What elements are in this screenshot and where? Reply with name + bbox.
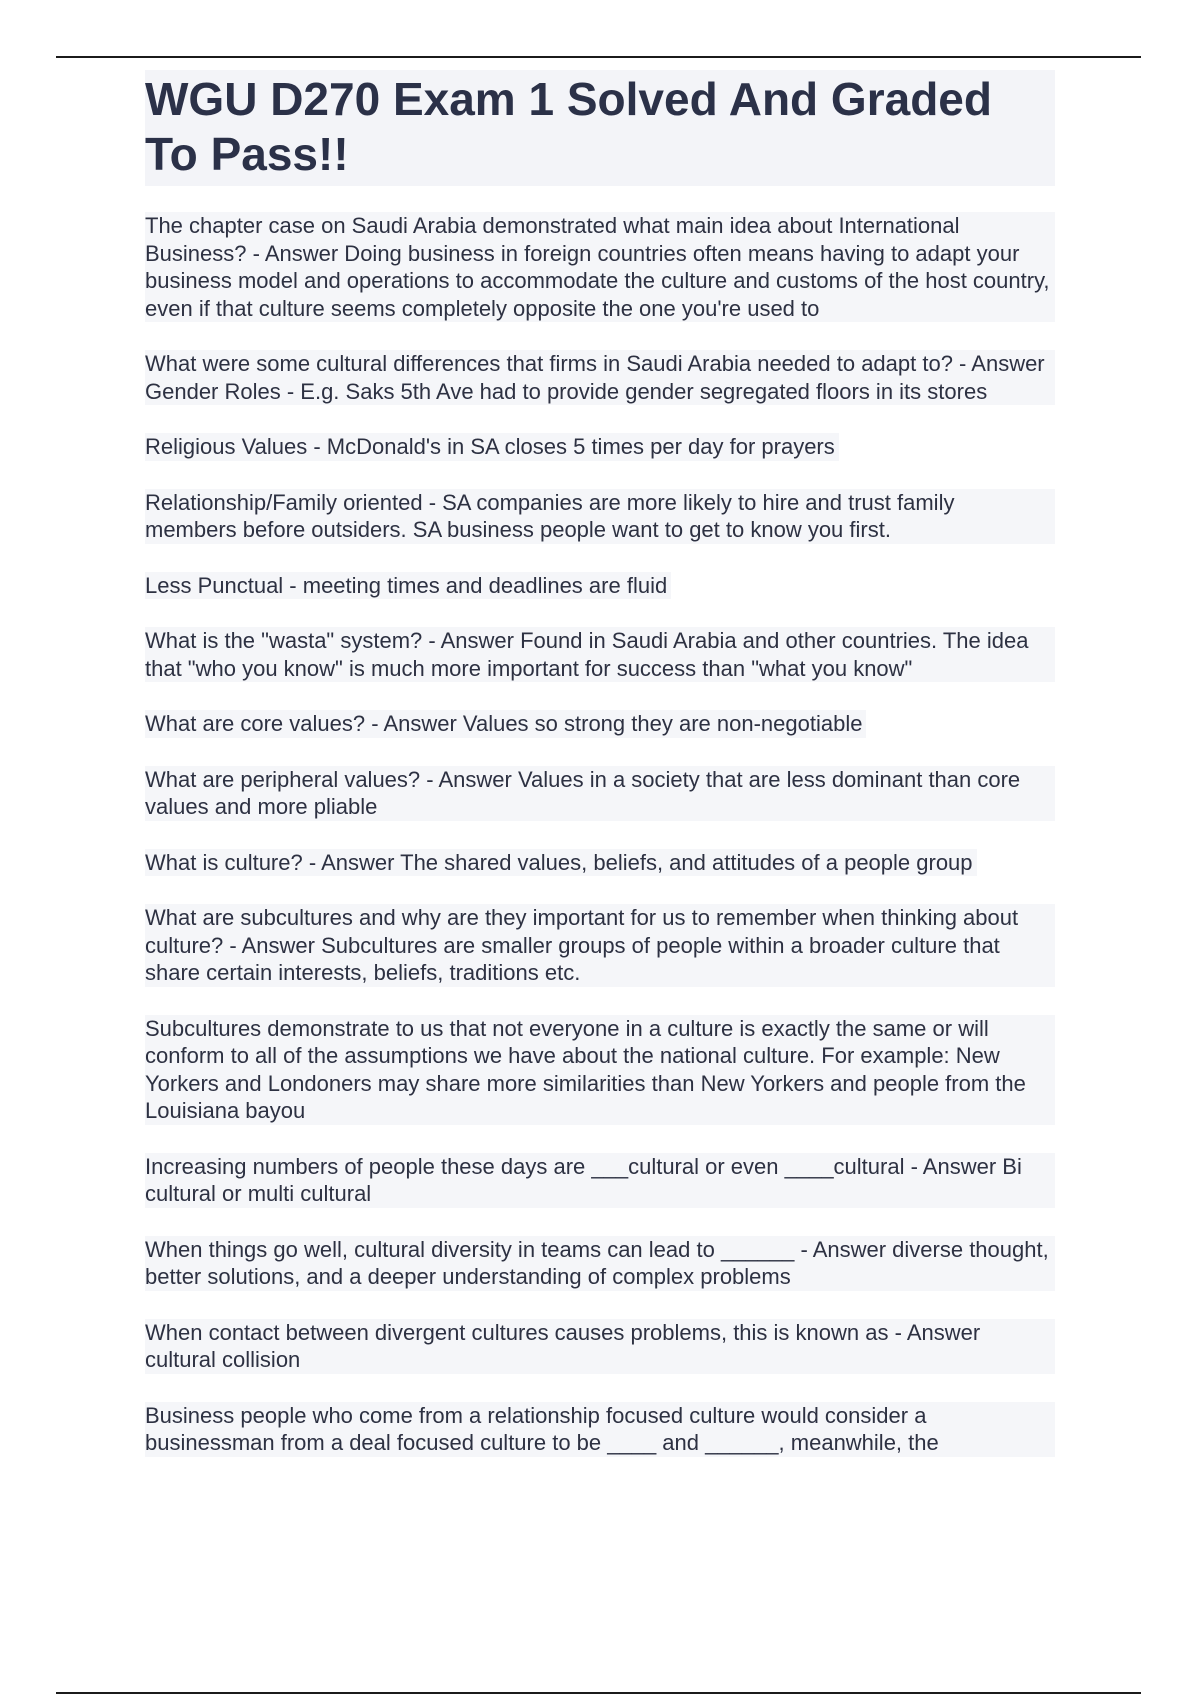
qa-paragraph: What are subcultures and why are they important for us to remember when thinking about culture? - Answer Subcultures are smaller groups of people within a broader culture that share certain interests, beliefs, traditions etc. xyxy=(145,904,1055,987)
top-divider xyxy=(56,56,1141,58)
qa-paragraph: The chapter case on Saudi Arabia demonstrated what main idea about International Business? - Answer Doing business in foreign countries often means having to adapt your business model and operations to accommodate the culture and customs of the host country, even if that culture seems completely opposite the one you're used to xyxy=(145,212,1055,322)
document-title: WGU D270 Exam 1 Solved And Graded To Pass!! xyxy=(145,73,992,180)
qa-paragraph: Business people who come from a relationship focused culture would consider a businessman from a deal focused culture to be ____ and ______, meanwhile, the xyxy=(145,1402,1055,1457)
qa-paragraph: Less Punctual - meeting times and deadlines are fluid xyxy=(145,572,671,600)
qa-paragraph: What are peripheral values? - Answer Values in a society that are less dominant than core values and more pliable xyxy=(145,766,1055,821)
qa-paragraph: Relationship/Family oriented - SA companies are more likely to hire and trust family members before outsiders. SA business people want to get to know you first. xyxy=(145,489,1055,544)
qa-paragraph: Religious Values - McDonald's in SA closes 5 times per day for prayers xyxy=(145,433,839,461)
qa-paragraph: What were some cultural differences that firms in Saudi Arabia needed to adapt to? - Answer Gender Roles - E.g. Saks 5th Ave had to provide gender segregated floors in its stores xyxy=(145,350,1055,405)
qa-paragraph: Increasing numbers of people these days are ___cultural or even ____cultural - Answer Bi cultural or multi cultural xyxy=(145,1153,1055,1208)
document-body xyxy=(145,70,1055,1485)
title-block xyxy=(145,70,1055,186)
qa-paragraph: Subcultures demonstrate to us that not everyone in a culture is exactly the same or will conform to all of the assumptions we have about the national culture. For example: New Yorkers and Londoners may share more similarities than New Yorkers and people from the Louisiana bayou xyxy=(145,1015,1055,1125)
bottom-divider xyxy=(56,1692,1141,1694)
qa-paragraph: When things go well, cultural diversity in teams can lead to ______ - Answer diverse thought, better solutions, and a deeper understanding of complex problems xyxy=(145,1236,1055,1291)
qa-paragraph: When contact between divergent cultures causes problems, this is known as - Answer cultural collision xyxy=(145,1319,1055,1374)
qa-paragraph: What is culture? - Answer The shared values, beliefs, and attitudes of a people group xyxy=(145,849,977,877)
qa-paragraph: What are core values? - Answer Values so strong they are non-negotiable xyxy=(145,710,866,738)
qa-paragraph: What is the "wasta" system? - Answer Found in Saudi Arabia and other countries. The idea that "who you know" is much more important for success than "what you know" xyxy=(145,627,1055,682)
